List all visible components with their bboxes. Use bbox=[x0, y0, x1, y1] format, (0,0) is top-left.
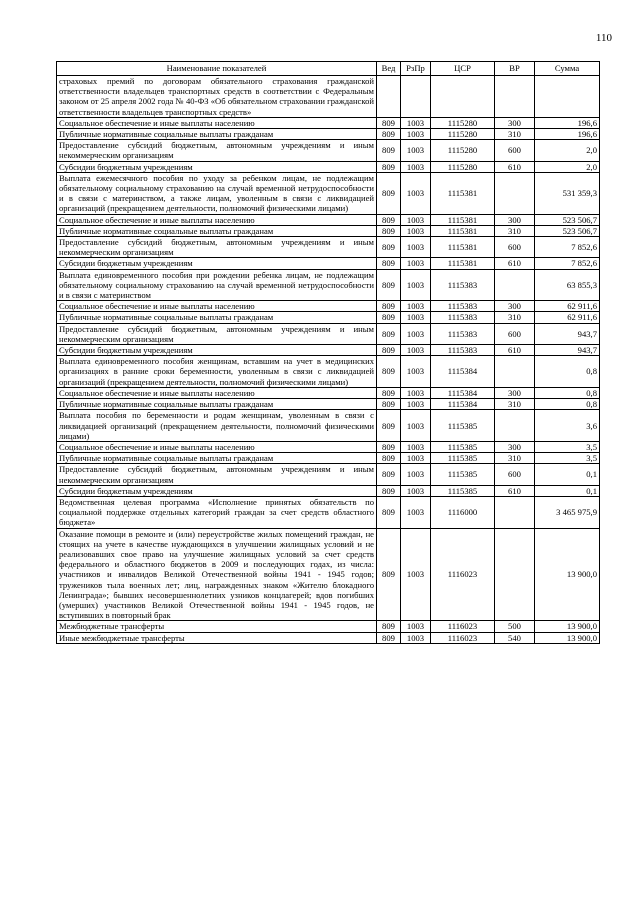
cell-rzpr: 1003 bbox=[401, 323, 431, 344]
cell-ved: 809 bbox=[377, 453, 401, 464]
cell-name: Социальное обеспечение и иные выплаты населению bbox=[57, 214, 377, 225]
table-row bbox=[57, 453, 600, 464]
cell-ved: 809 bbox=[377, 312, 401, 323]
cell-name: Межбюджетные трансферты bbox=[57, 621, 377, 632]
cell-csr: 1115381 bbox=[431, 172, 495, 214]
cell-name: Субсидии бюджетным учреждениям bbox=[57, 345, 377, 356]
cell-sum: 523 506,7 bbox=[535, 214, 600, 225]
table-body bbox=[57, 76, 600, 644]
cell-csr: 1115280 bbox=[431, 161, 495, 172]
cell-rzpr: 1003 bbox=[401, 528, 431, 621]
cell-rzpr: 1003 bbox=[401, 464, 431, 485]
cell-name: Ведомственная целевая программа «Исполнение принятых обязательств по социальной поддержке отдельных категорий граждан за счет средств областного бюджета» bbox=[57, 496, 377, 528]
page-number: 110 bbox=[595, 32, 612, 44]
cell-sum: 62 911,6 bbox=[535, 312, 600, 323]
cell-ved: 809 bbox=[377, 237, 401, 258]
cell-vr bbox=[495, 356, 535, 388]
cell-sum: 13 900,0 bbox=[535, 528, 600, 621]
cell-vr: 310 bbox=[495, 399, 535, 410]
cell-vr: 600 bbox=[495, 323, 535, 344]
cell-vr: 310 bbox=[495, 225, 535, 236]
cell-ved: 809 bbox=[377, 225, 401, 236]
cell-csr: 1115384 bbox=[431, 387, 495, 398]
cell-ved: 809 bbox=[377, 632, 401, 643]
cell-rzpr: 1003 bbox=[401, 621, 431, 632]
table-row bbox=[57, 172, 600, 214]
table-row bbox=[57, 214, 600, 225]
cell-sum: 2,0 bbox=[535, 161, 600, 172]
cell-name: Субсидии бюджетным учреждениям bbox=[57, 161, 377, 172]
cell-sum: 13 900,0 bbox=[535, 632, 600, 643]
cell-ved: 809 bbox=[377, 301, 401, 312]
cell-csr: 1115280 bbox=[431, 117, 495, 128]
table-row bbox=[57, 117, 600, 128]
cell-name: Публичные нормативные социальные выплаты гражданам bbox=[57, 312, 377, 323]
cell-sum: 0,8 bbox=[535, 399, 600, 410]
cell-name: Социальное обеспечение и иные выплаты населению bbox=[57, 387, 377, 398]
cell-rzpr: 1003 bbox=[401, 399, 431, 410]
cell-rzpr: 1003 bbox=[401, 258, 431, 269]
cell-vr: 300 bbox=[495, 117, 535, 128]
cell-sum: 3,5 bbox=[535, 453, 600, 464]
cell-csr: 1116023 bbox=[431, 621, 495, 632]
cell-sum: 0,1 bbox=[535, 464, 600, 485]
table-row bbox=[57, 76, 600, 118]
table-row bbox=[57, 496, 600, 528]
cell-csr: 1115385 bbox=[431, 410, 495, 442]
cell-rzpr: 1003 bbox=[401, 387, 431, 398]
cell-csr: 1115385 bbox=[431, 453, 495, 464]
cell-sum: 0,1 bbox=[535, 485, 600, 496]
cell-rzpr: 1003 bbox=[401, 632, 431, 643]
cell-rzpr: 1003 bbox=[401, 453, 431, 464]
cell-vr bbox=[495, 410, 535, 442]
cell-sum: 943,7 bbox=[535, 345, 600, 356]
table-row bbox=[57, 323, 600, 344]
table-row bbox=[57, 140, 600, 161]
cell-ved: 809 bbox=[377, 485, 401, 496]
cell-vr: 310 bbox=[495, 312, 535, 323]
table-row bbox=[57, 312, 600, 323]
column-header-name: Наименование показателей bbox=[57, 62, 377, 76]
column-header-ved: Вед bbox=[377, 62, 401, 76]
table-row bbox=[57, 441, 600, 452]
cell-csr: 1115383 bbox=[431, 345, 495, 356]
cell-vr: 600 bbox=[495, 140, 535, 161]
cell-sum: 3,5 bbox=[535, 441, 600, 452]
cell-rzpr: 1003 bbox=[401, 225, 431, 236]
cell-vr bbox=[495, 496, 535, 528]
cell-csr: 1115383 bbox=[431, 312, 495, 323]
cell-vr: 610 bbox=[495, 345, 535, 356]
cell-ved: 809 bbox=[377, 258, 401, 269]
cell-rzpr: 1003 bbox=[401, 117, 431, 128]
cell-csr: 1115385 bbox=[431, 441, 495, 452]
budget-table bbox=[56, 61, 600, 644]
cell-ved: 809 bbox=[377, 528, 401, 621]
cell-name: Оказание помощи в ремонте и (или) переустройстве жилых помещений граждан, не стоящих на учете в качестве нуждающихся в улучшении жилищных условий и не реализовавших свое право на улучшение жилищных условий за счет средств федерального и областного бюджетов в 2009 и последующих годах, из числа: участников и инвалидов Великой Отечественной войны 1941 - 1945 годов; тружеников тыла военных лет; лиц, награжденных знаком «Жителю блокадного Ленинграда»; бывших несовершеннолетних узников концлагерей; вдов погибших (умерших) участников Великой Отечественной войны 1941 - 1945 годов, не вступивших в повторный брак bbox=[57, 528, 377, 621]
cell-rzpr: 1003 bbox=[401, 496, 431, 528]
table-row bbox=[57, 301, 600, 312]
cell-csr: 1115280 bbox=[431, 129, 495, 140]
cell-ved: 809 bbox=[377, 172, 401, 214]
cell-csr: 1115384 bbox=[431, 356, 495, 388]
cell-ved: 809 bbox=[377, 441, 401, 452]
cell-vr: 600 bbox=[495, 464, 535, 485]
table-row bbox=[57, 237, 600, 258]
cell-sum: 7 852,6 bbox=[535, 237, 600, 258]
cell-rzpr: 1003 bbox=[401, 485, 431, 496]
cell-ved: 809 bbox=[377, 161, 401, 172]
cell-csr: 1115383 bbox=[431, 269, 495, 301]
cell-sum: 3 465 975,9 bbox=[535, 496, 600, 528]
column-header-sum: Сумма bbox=[535, 62, 600, 76]
cell-ved bbox=[377, 76, 401, 118]
table-row bbox=[57, 161, 600, 172]
cell-rzpr: 1003 bbox=[401, 441, 431, 452]
cell-rzpr: 1003 bbox=[401, 172, 431, 214]
cell-ved: 809 bbox=[377, 140, 401, 161]
cell-vr bbox=[495, 269, 535, 301]
cell-name: Публичные нормативные социальные выплаты гражданам bbox=[57, 129, 377, 140]
cell-vr: 610 bbox=[495, 485, 535, 496]
cell-csr: 1116023 bbox=[431, 632, 495, 643]
table-header-row bbox=[57, 62, 600, 76]
cell-rzpr bbox=[401, 76, 431, 118]
cell-vr: 300 bbox=[495, 441, 535, 452]
cell-rzpr: 1003 bbox=[401, 312, 431, 323]
cell-sum: 196,6 bbox=[535, 117, 600, 128]
cell-vr: 610 bbox=[495, 161, 535, 172]
cell-vr: 310 bbox=[495, 129, 535, 140]
cell-sum: 3,6 bbox=[535, 410, 600, 442]
cell-name: Публичные нормативные социальные выплаты гражданам bbox=[57, 225, 377, 236]
cell-name: Предоставление субсидий бюджетным, автономным учреждениям и иным некоммерческим организациям bbox=[57, 237, 377, 258]
cell-csr: 1115381 bbox=[431, 258, 495, 269]
cell-vr: 540 bbox=[495, 632, 535, 643]
cell-rzpr: 1003 bbox=[401, 129, 431, 140]
cell-name: Предоставление субсидий бюджетным, автономным учреждениям и иным некоммерческим организациям bbox=[57, 323, 377, 344]
cell-ved: 809 bbox=[377, 323, 401, 344]
cell-csr: 1115280 bbox=[431, 140, 495, 161]
cell-ved: 809 bbox=[377, 387, 401, 398]
cell-csr bbox=[431, 76, 495, 118]
cell-name: Публичные нормативные социальные выплаты гражданам bbox=[57, 453, 377, 464]
cell-name: страховых премий по договорам обязательного страхования гражданской ответственности владельцев транспортных средств в соответствии с Федеральным законом от 25 апреля 2002 года № 40-ФЗ «Об обязательном страховании гражданской ответственности владельцев транспортных средств» bbox=[57, 76, 377, 118]
table-row bbox=[57, 410, 600, 442]
cell-name: Выплата единовременного пособия при рождении ребенка лицам, не подлежащим обязательному социальному страхованию на случай временной нетрудоспособности и в связи с материнством bbox=[57, 269, 377, 301]
cell-rzpr: 1003 bbox=[401, 161, 431, 172]
table-row bbox=[57, 399, 600, 410]
cell-csr: 1116023 bbox=[431, 528, 495, 621]
cell-vr bbox=[495, 172, 535, 214]
cell-sum: 62 911,6 bbox=[535, 301, 600, 312]
table-row bbox=[57, 485, 600, 496]
cell-name: Выплата ежемесячного пособия по уходу за ребенком лицам, не подлежащим обязательному социальному страхованию на случай временной нетрудоспособности и в связи с материнством, а также лицам, уволенным в связи с ликвидацией организаций (прекращением деятельности, полномочий физическими лицами) bbox=[57, 172, 377, 214]
cell-name: Социальное обеспечение и иные выплаты населению bbox=[57, 441, 377, 452]
cell-rzpr: 1003 bbox=[401, 301, 431, 312]
cell-ved: 809 bbox=[377, 410, 401, 442]
table-row bbox=[57, 387, 600, 398]
cell-rzpr: 1003 bbox=[401, 237, 431, 258]
cell-vr: 610 bbox=[495, 258, 535, 269]
cell-csr: 1115383 bbox=[431, 301, 495, 312]
cell-name: Предоставление субсидий бюджетным, автономным учреждениям и иным некоммерческим организациям bbox=[57, 464, 377, 485]
cell-vr bbox=[495, 528, 535, 621]
cell-ved: 809 bbox=[377, 399, 401, 410]
cell-name: Субсидии бюджетным учреждениям bbox=[57, 258, 377, 269]
cell-rzpr: 1003 bbox=[401, 214, 431, 225]
table-row bbox=[57, 258, 600, 269]
cell-name: Выплата пособия по беременности и родам женщинам, уволенным в связи с ликвидацией организаций (прекращением деятельности, полномочий физическими лицами) bbox=[57, 410, 377, 442]
cell-rzpr: 1003 bbox=[401, 345, 431, 356]
cell-csr: 1116000 bbox=[431, 496, 495, 528]
table-row bbox=[57, 464, 600, 485]
table-row bbox=[57, 356, 600, 388]
cell-vr bbox=[495, 76, 535, 118]
cell-sum: 13 900,0 bbox=[535, 621, 600, 632]
cell-ved: 809 bbox=[377, 269, 401, 301]
cell-ved: 809 bbox=[377, 117, 401, 128]
cell-csr: 1115383 bbox=[431, 323, 495, 344]
cell-ved: 809 bbox=[377, 464, 401, 485]
cell-csr: 1115385 bbox=[431, 464, 495, 485]
cell-rzpr: 1003 bbox=[401, 269, 431, 301]
cell-sum: 531 359,3 bbox=[535, 172, 600, 214]
cell-sum: 196,6 bbox=[535, 129, 600, 140]
cell-name: Публичные нормативные социальные выплаты гражданам bbox=[57, 399, 377, 410]
cell-name: Социальное обеспечение и иные выплаты населению bbox=[57, 117, 377, 128]
column-header-vr: ВР bbox=[495, 62, 535, 76]
cell-ved: 809 bbox=[377, 345, 401, 356]
table-row bbox=[57, 528, 600, 621]
cell-sum: 0,8 bbox=[535, 387, 600, 398]
table-row bbox=[57, 632, 600, 643]
cell-csr: 1115385 bbox=[431, 485, 495, 496]
table-row bbox=[57, 129, 600, 140]
cell-vr: 500 bbox=[495, 621, 535, 632]
cell-csr: 1115381 bbox=[431, 214, 495, 225]
cell-rzpr: 1003 bbox=[401, 410, 431, 442]
cell-rzpr: 1003 bbox=[401, 140, 431, 161]
cell-name: Иные межбюджетные трансферты bbox=[57, 632, 377, 643]
cell-name: Предоставление субсидий бюджетным, автономным учреждениям и иным некоммерческим организациям bbox=[57, 140, 377, 161]
cell-csr: 1115381 bbox=[431, 225, 495, 236]
table-row bbox=[57, 345, 600, 356]
column-header-csr: ЦСР bbox=[431, 62, 495, 76]
cell-vr: 300 bbox=[495, 301, 535, 312]
cell-vr: 300 bbox=[495, 387, 535, 398]
column-header-rzpr: РзПр bbox=[401, 62, 431, 76]
cell-sum: 63 855,3 bbox=[535, 269, 600, 301]
cell-ved: 809 bbox=[377, 129, 401, 140]
cell-ved: 809 bbox=[377, 621, 401, 632]
cell-sum: 2,0 bbox=[535, 140, 600, 161]
cell-ved: 809 bbox=[377, 356, 401, 388]
cell-ved: 809 bbox=[377, 496, 401, 528]
cell-csr: 1115381 bbox=[431, 237, 495, 258]
cell-rzpr: 1003 bbox=[401, 356, 431, 388]
cell-csr: 1115384 bbox=[431, 399, 495, 410]
cell-sum: 523 506,7 bbox=[535, 225, 600, 236]
cell-vr: 300 bbox=[495, 214, 535, 225]
table-row bbox=[57, 225, 600, 236]
cell-sum: 7 852,6 bbox=[535, 258, 600, 269]
cell-sum bbox=[535, 76, 600, 118]
cell-vr: 310 bbox=[495, 453, 535, 464]
cell-vr: 600 bbox=[495, 237, 535, 258]
cell-name: Социальное обеспечение и иные выплаты населению bbox=[57, 301, 377, 312]
table-row bbox=[57, 269, 600, 301]
cell-sum: 943,7 bbox=[535, 323, 600, 344]
table-row bbox=[57, 621, 600, 632]
cell-ved: 809 bbox=[377, 214, 401, 225]
cell-sum: 0,8 bbox=[535, 356, 600, 388]
cell-name: Субсидии бюджетным учреждениям bbox=[57, 485, 377, 496]
cell-name: Выплата единовременного пособия женщинам, вставшим на учет в медицинских организациях в ранние сроки беременности, уволенным в связи с ликвидацией организаций (прекращением деятельности, полномочий физическими лицами) bbox=[57, 356, 377, 388]
